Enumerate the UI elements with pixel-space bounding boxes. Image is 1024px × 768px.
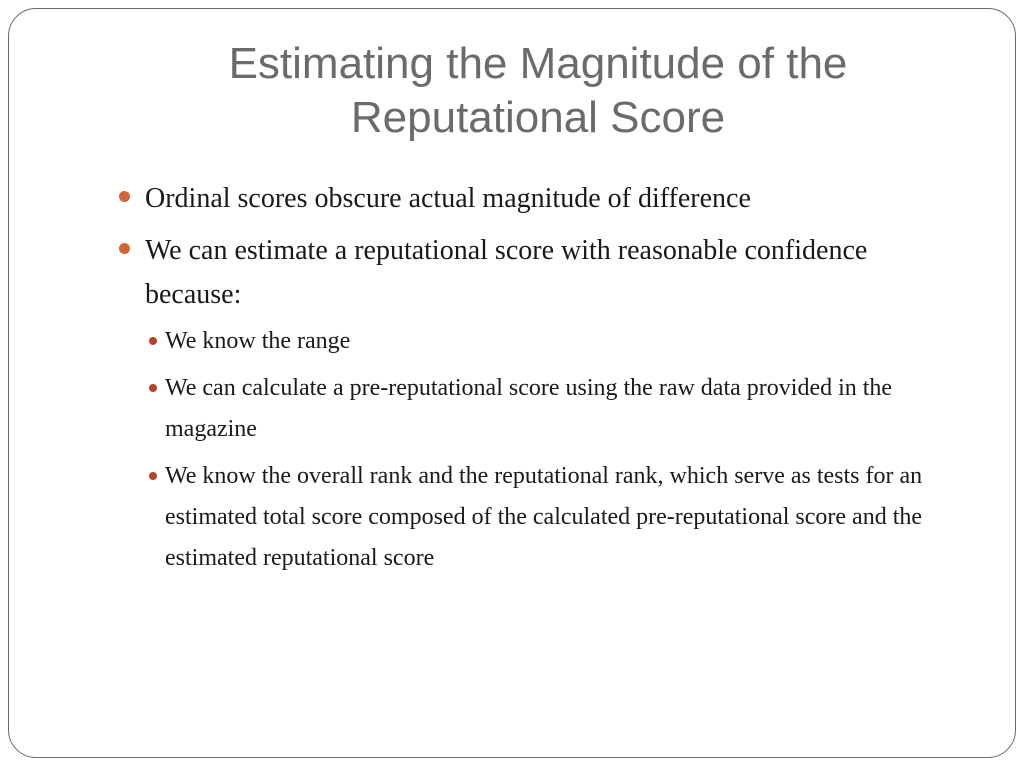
- sub-bullet-text: We know the overall rank and the reputational rank, which serve as tests for an estimated total score composed of the calculated pre-reputational score and the estimated reputational score: [165, 463, 923, 571]
- slide-title-line-2: Reputational Score: [350, 93, 726, 142]
- sub-bullet-item: [145, 456, 967, 579]
- slide-title: [69, 37, 1007, 145]
- bullet-text: Ordinal scores obscure actual magnitude of difference: [145, 183, 751, 214]
- bullet-list: [117, 177, 967, 579]
- bullet-text: We can estimate a reputational score with reasonable confidence because:: [145, 235, 868, 310]
- slide-title-line-1: Estimating the Magnitude of the: [228, 39, 848, 88]
- sub-bullet-item: [145, 321, 967, 362]
- bullet-dot-icon: [119, 243, 130, 254]
- sub-bullet-dot-icon: [149, 384, 157, 392]
- slide: [8, 8, 1016, 758]
- sub-bullet-dot-icon: [149, 337, 157, 345]
- bullet-dot-icon: [119, 191, 130, 202]
- slide-body: [117, 177, 967, 587]
- sub-bullet-text: We can calculate a pre-reputational score using the raw data provided in the magazine: [165, 375, 893, 442]
- sub-bullet-list: [145, 321, 967, 579]
- sub-bullet-item: [145, 368, 967, 450]
- bullet-item: [117, 229, 967, 579]
- sub-bullet-dot-icon: [149, 472, 157, 480]
- bullet-item: [117, 177, 967, 221]
- sub-bullet-text: We know the range: [165, 328, 351, 354]
